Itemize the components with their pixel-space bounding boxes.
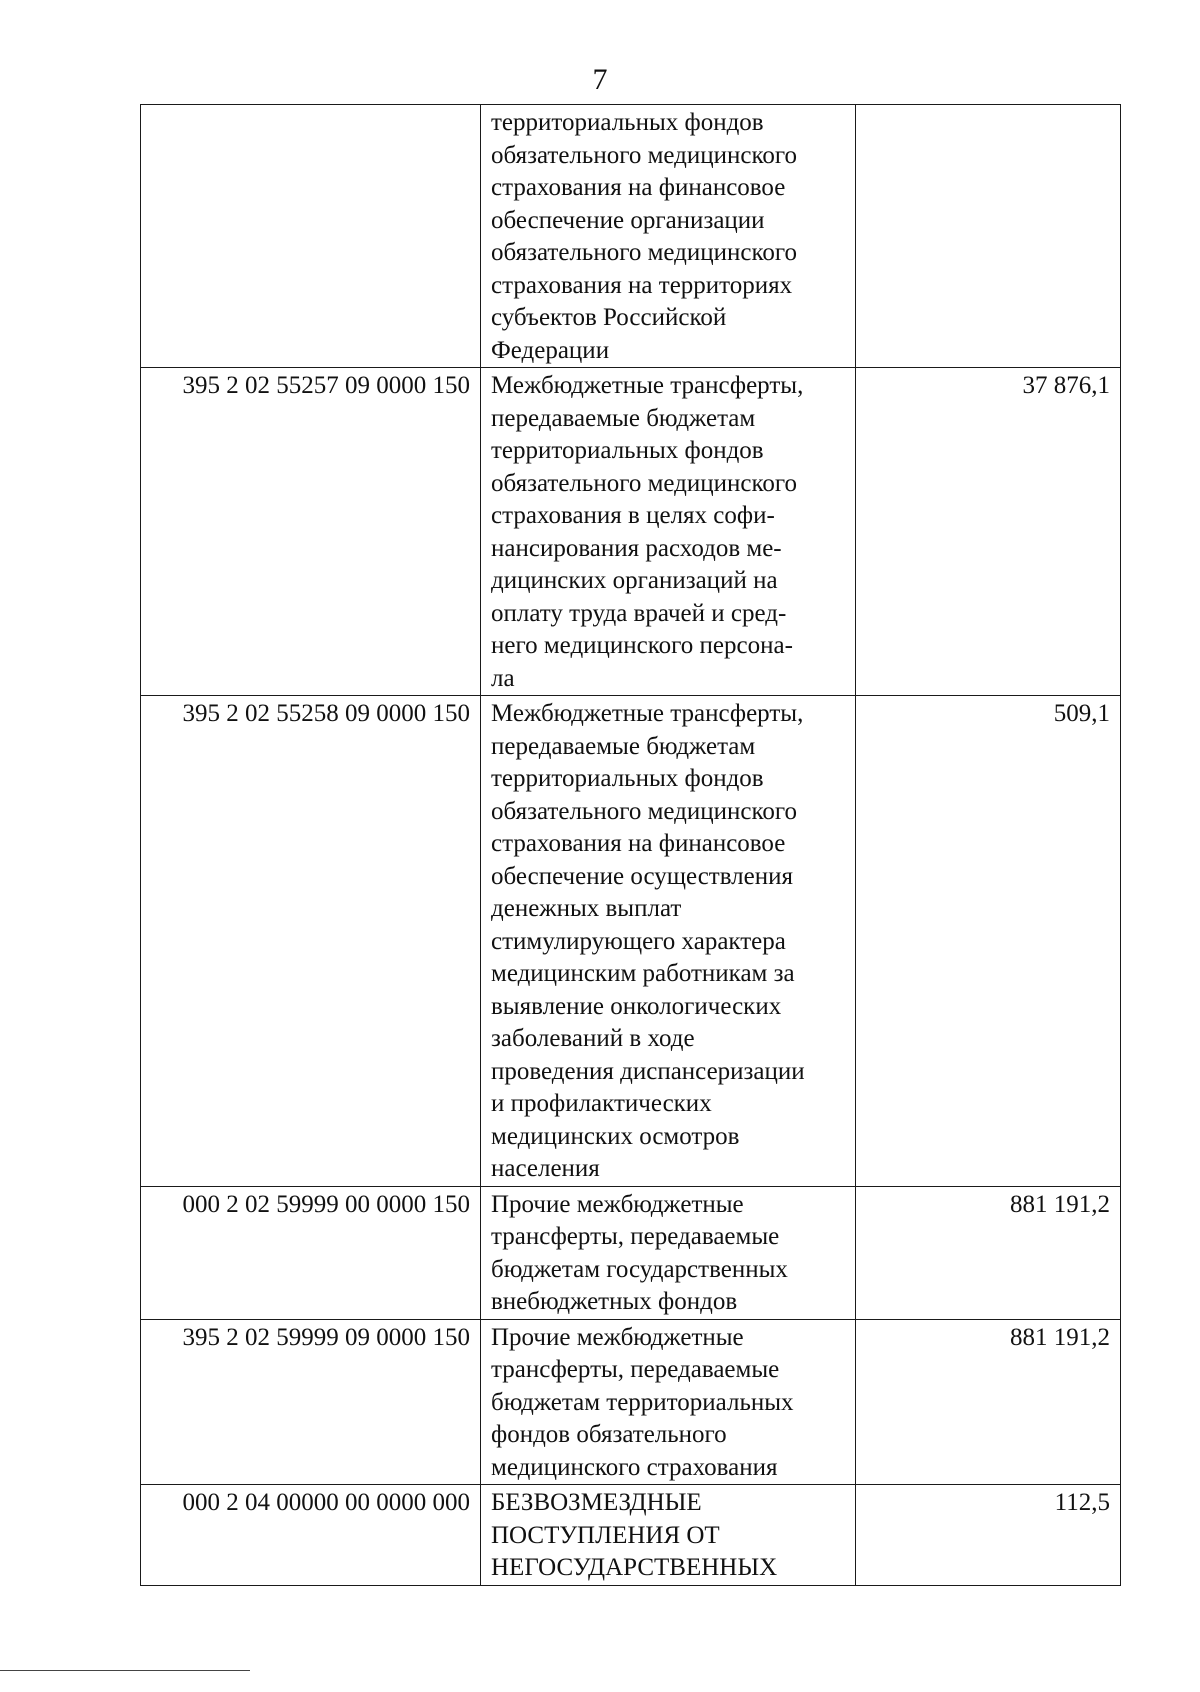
footer-rule [0,1670,250,1671]
amount-cell: 881 191,2 [856,1186,1121,1319]
budget-code-cell: 395 2 02 55258 09 0000 150 [141,696,481,1187]
revenue-name-line: трансферты, передаваемые [491,1356,780,1383]
amount-cell: 37 876,1 [856,368,1121,696]
revenue-name-cell [481,1485,856,1586]
revenue-name-line: Прочие межбюджетные [491,1190,744,1218]
budget-code-cell: 395 2 02 59999 09 0000 150 [141,1319,481,1485]
revenue-name-line: страхования на территориях [491,271,793,299]
revenue-name-line: проведения диспансеризации [491,1057,805,1085]
revenue-name-line: передаваемые бюджетам [491,404,756,432]
table-row [141,1186,1121,1319]
revenue-name-line: трансферты, передаваемые [491,1223,780,1250]
revenue-name-line: Федерации [491,336,610,364]
revenue-name-line: обязательного медицинского [491,141,798,169]
amount-cell [856,105,1121,368]
revenue-name-line: медицинским работникам за [491,960,795,987]
revenue-name-line: ПОСТУПЛЕНИЯ ОТ [491,1521,720,1549]
revenue-name-line: выявление онкологических [491,992,782,1020]
revenue-name-line: бюджетам территориальных [491,1388,794,1416]
revenue-name-line: страхования на финансовое [491,174,786,201]
revenue-name-line: медицинских осмотров [491,1122,740,1150]
revenue-name-cell [481,696,856,1187]
revenue-name-line: стимулирующего характера [491,927,786,955]
table-row [141,1485,1121,1586]
revenue-name-line: обязательного медицинского [491,797,798,825]
revenue-name-line: и профилактических [491,1090,712,1117]
revenue-name-line: медицинского страхования [491,1453,778,1481]
amount-cell: 509,1 [856,696,1121,1187]
budget-code-cell: 395 2 02 55257 09 0000 150 [141,368,481,696]
table-body [141,105,1121,1586]
revenue-name-line: передаваемые бюджетам [491,732,756,760]
table-row [141,1319,1121,1485]
revenue-name-line: страхования на финансовое [491,830,786,857]
revenue-name-line: обязательного медицинского [491,239,798,266]
table-row [141,696,1121,1187]
revenue-name-cell [481,105,856,368]
page-number: 7 [592,63,608,96]
revenue-name-line: ла [491,664,515,692]
revenue-name-line: обеспечение осуществления [491,862,794,890]
budget-code-cell [141,105,481,368]
revenue-name-cell [481,368,856,696]
revenue-name-line: оплату труда врачей и сред- [491,599,787,627]
revenue-name-line: страхования в целях софи- [491,502,775,529]
revenue-name-line: территориальных фондов [491,109,764,136]
table-row [141,368,1121,696]
table-row [141,105,1121,368]
revenue-name-line: фондов обязательного [491,1421,727,1448]
revenue-table [140,104,1121,1586]
revenue-name-cell [481,1186,856,1319]
revenue-name-line: нансирования расходов ме- [491,534,782,562]
revenue-name-line: НЕГОСУДАРСТВЕННЫХ [491,1554,778,1581]
revenue-name-line: Межбюджетные трансферты, [491,700,804,727]
revenue-name-line: бюджетам государственных [491,1255,788,1283]
revenue-name-line: территориальных фондов [491,437,764,464]
revenue-name-line: территориальных фондов [491,765,764,792]
revenue-name-line: населения [491,1155,600,1182]
revenue-name-line: денежных выплат [491,895,682,922]
revenue-name-line: обязательного медицинского [491,469,798,497]
revenue-name-line: Прочие межбюджетные [491,1323,744,1351]
revenue-name-line: внебюджетных фондов [491,1288,738,1315]
revenue-name-line: субъектов Российской [491,304,727,331]
budget-code-cell: 000 2 04 00000 00 0000 000 [141,1485,481,1586]
revenue-name-line: Межбюджетные трансферты, [491,372,804,399]
amount-cell: 112,5 [856,1485,1121,1586]
revenue-name-line: заболеваний в ходе [491,1025,695,1052]
revenue-name-line: БЕЗВОЗМЕЗДНЫЕ [491,1489,702,1516]
revenue-name-line: него медицинского персона- [491,632,793,659]
amount-cell: 881 191,2 [856,1319,1121,1485]
revenue-name-line: дицинских организаций на [491,567,778,594]
revenue-name-line: обеспечение организации [491,206,765,234]
budget-code-cell: 000 2 02 59999 00 0000 150 [141,1186,481,1319]
revenue-name-cell [481,1319,856,1485]
